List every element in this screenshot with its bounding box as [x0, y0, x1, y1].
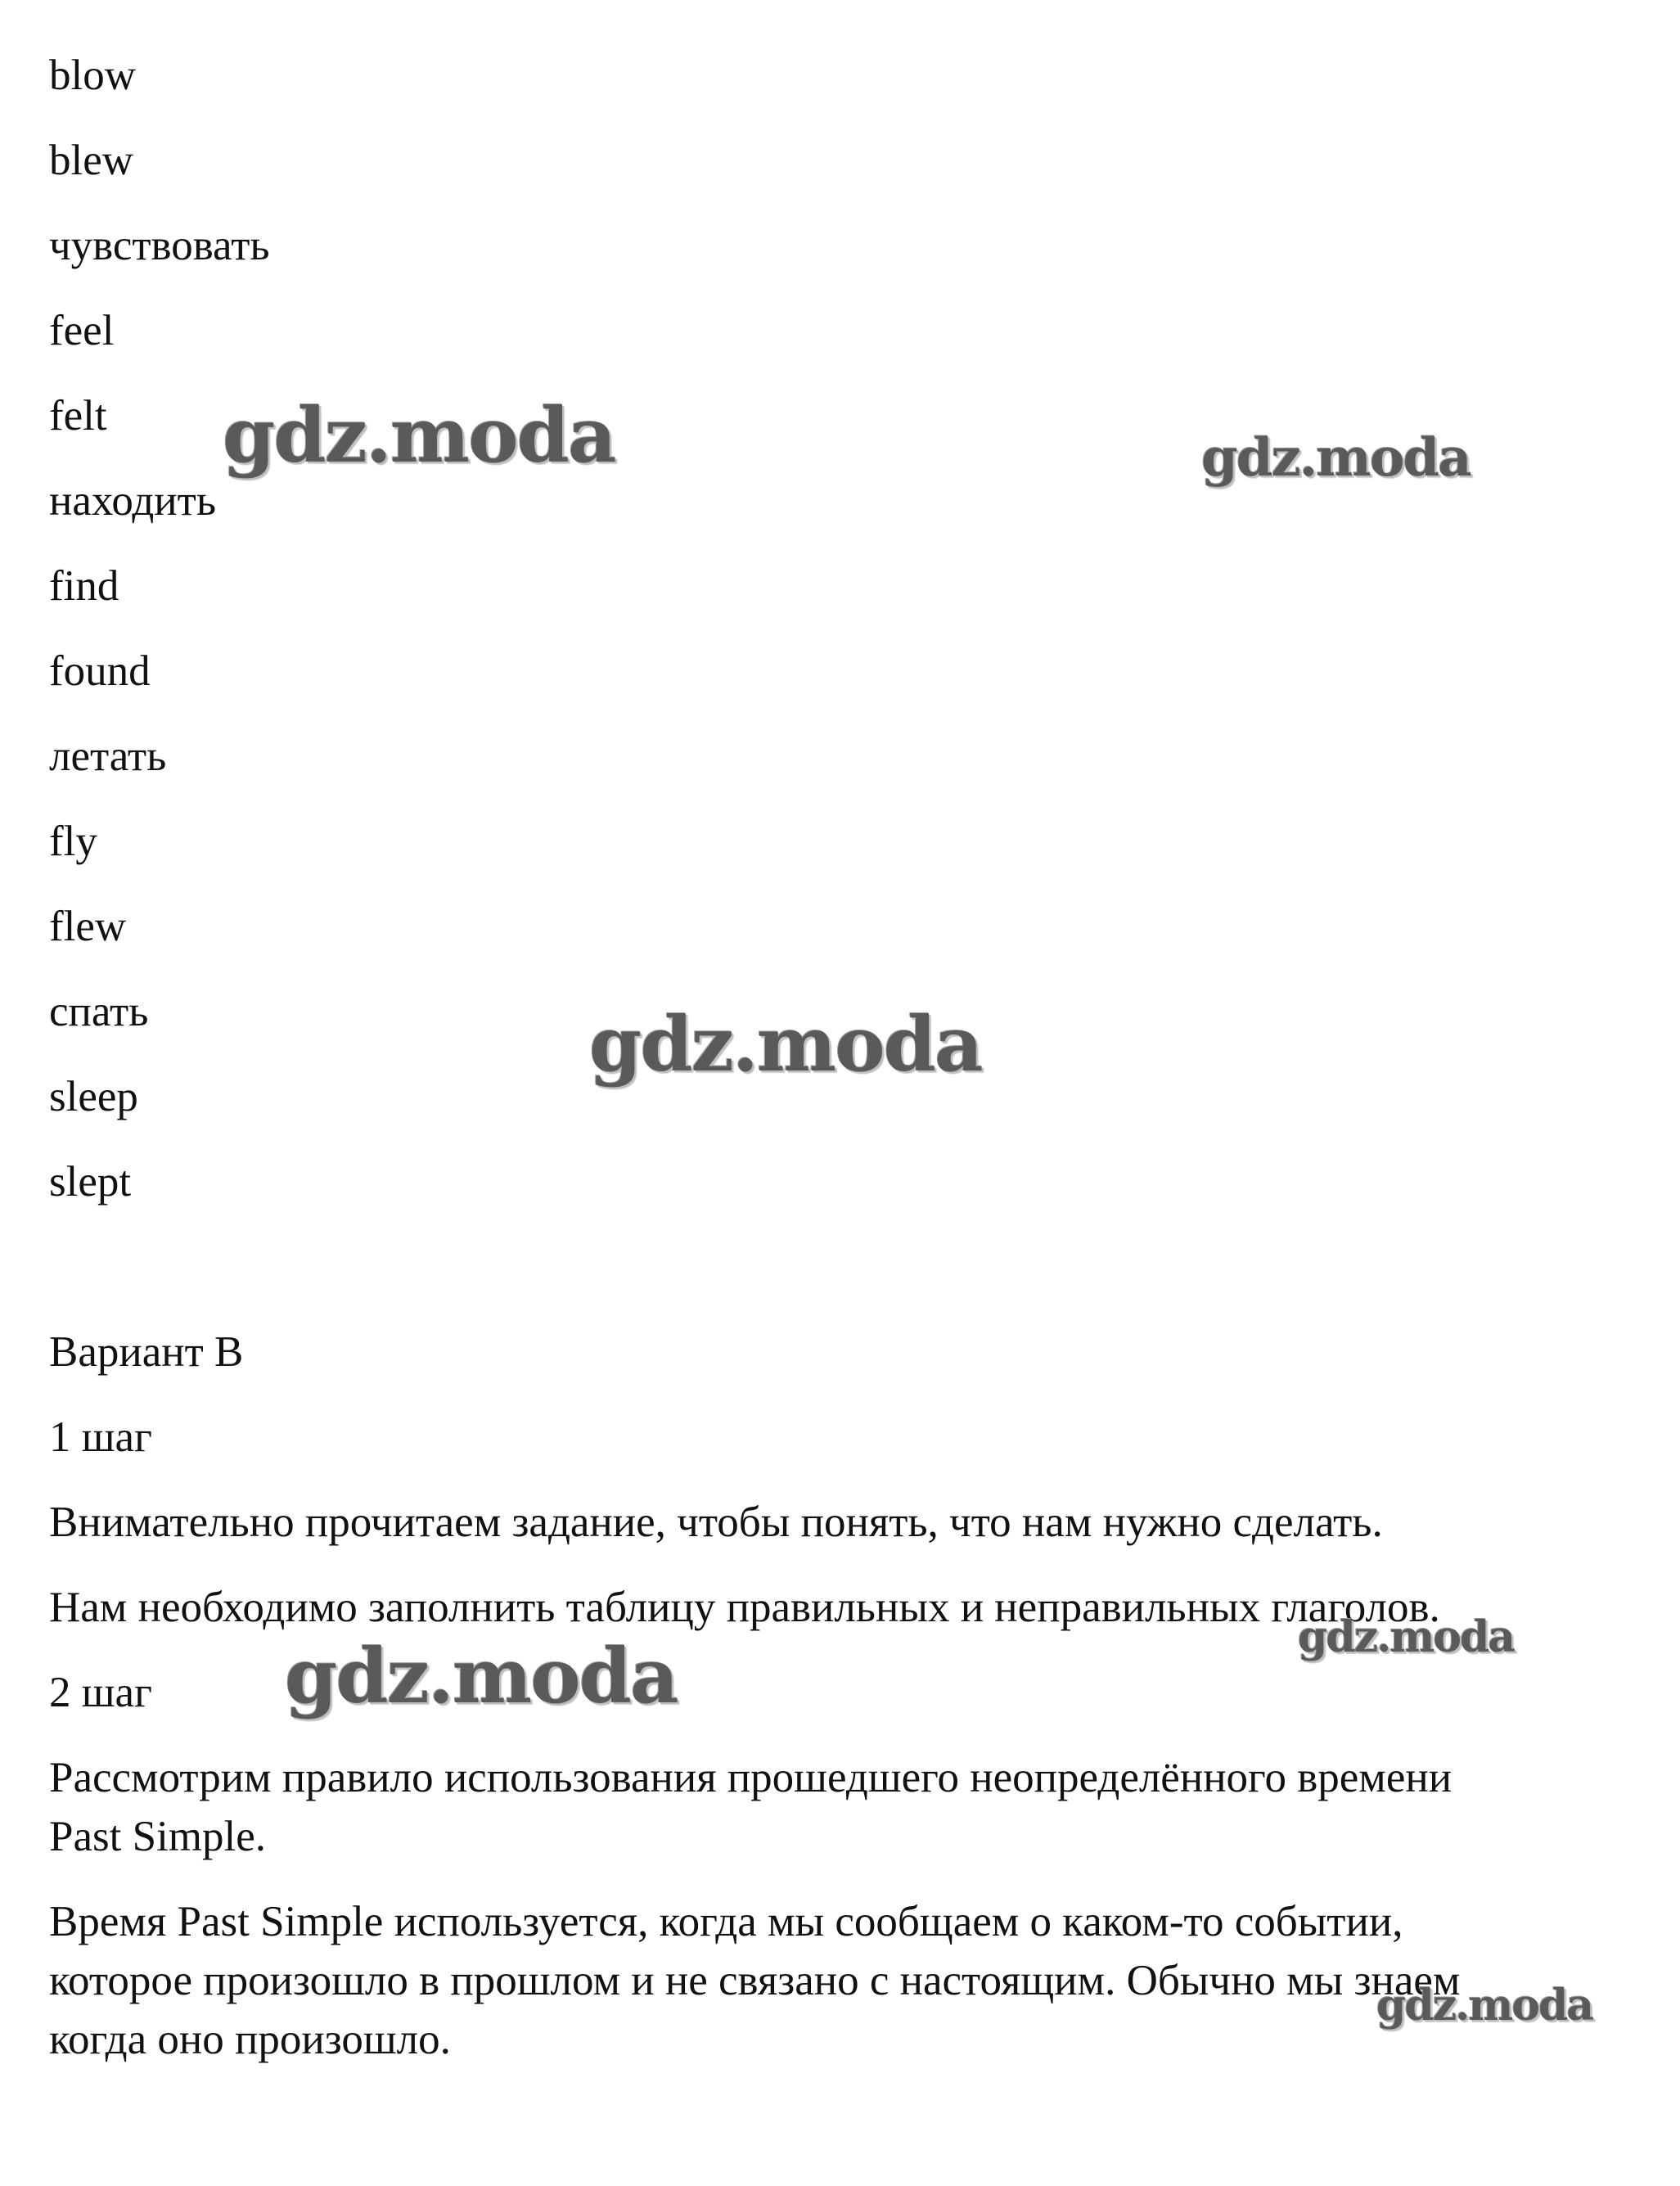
word-line: feel — [49, 307, 115, 354]
word-line: летать — [49, 732, 167, 780]
step-2-paragraph-2-line-3: когда оно произошло. — [49, 2016, 451, 2063]
step-2-label: 2 шаг — [49, 1669, 152, 1716]
watermark-logo: gdz.moda — [1201, 427, 1471, 489]
word-line: чувствовать — [49, 222, 270, 269]
step-2-paragraph-2-line-2: которое произошло в прошлом и не связано с настоящим. Обычно мы знаем — [49, 1957, 1461, 2004]
word-line: sleep — [49, 1073, 138, 1120]
step-2-paragraph-1-line-2: Past Simple. — [49, 1813, 267, 1860]
word-line: находить — [49, 477, 217, 525]
watermark-logo: gdz.moda — [285, 1632, 678, 1720]
word-line: slept — [49, 1158, 132, 1206]
watermark-logo: gdz.moda — [1298, 1612, 1515, 1662]
step-1-label: 1 шаг — [49, 1413, 152, 1461]
word-line: спать — [49, 988, 149, 1035]
watermark-logo: gdz.moda — [1376, 1981, 1593, 2031]
step-2-paragraph-1-line-1: Рассмотрим правило использования прошедшего неопределённого времени — [49, 1754, 1453, 1801]
word-line: fly — [49, 818, 97, 865]
word-line: blow — [49, 52, 136, 99]
word-line: felt — [49, 392, 107, 439]
watermark-logo: gdz.moda — [223, 391, 615, 480]
word-line: flew — [49, 903, 127, 950]
step-1-goal: Нам необходимо заполнить таблицу правильных и неправильных глаголов. — [49, 1584, 1440, 1631]
watermark-logo: gdz.moda — [589, 1000, 982, 1088]
word-line: find — [49, 562, 119, 610]
word-line: blew — [49, 137, 134, 184]
word-line: found — [49, 647, 151, 695]
step-2-paragraph-2-line-1: Время Past Simple используется, когда мы сообщаем о каком-то событии, — [49, 1898, 1403, 1945]
step-1-text: Внимательно прочитаем задание, чтобы понять, что нам нужно сделать. — [49, 1499, 1383, 1546]
variant-heading: Вариант B — [49, 1328, 244, 1376]
